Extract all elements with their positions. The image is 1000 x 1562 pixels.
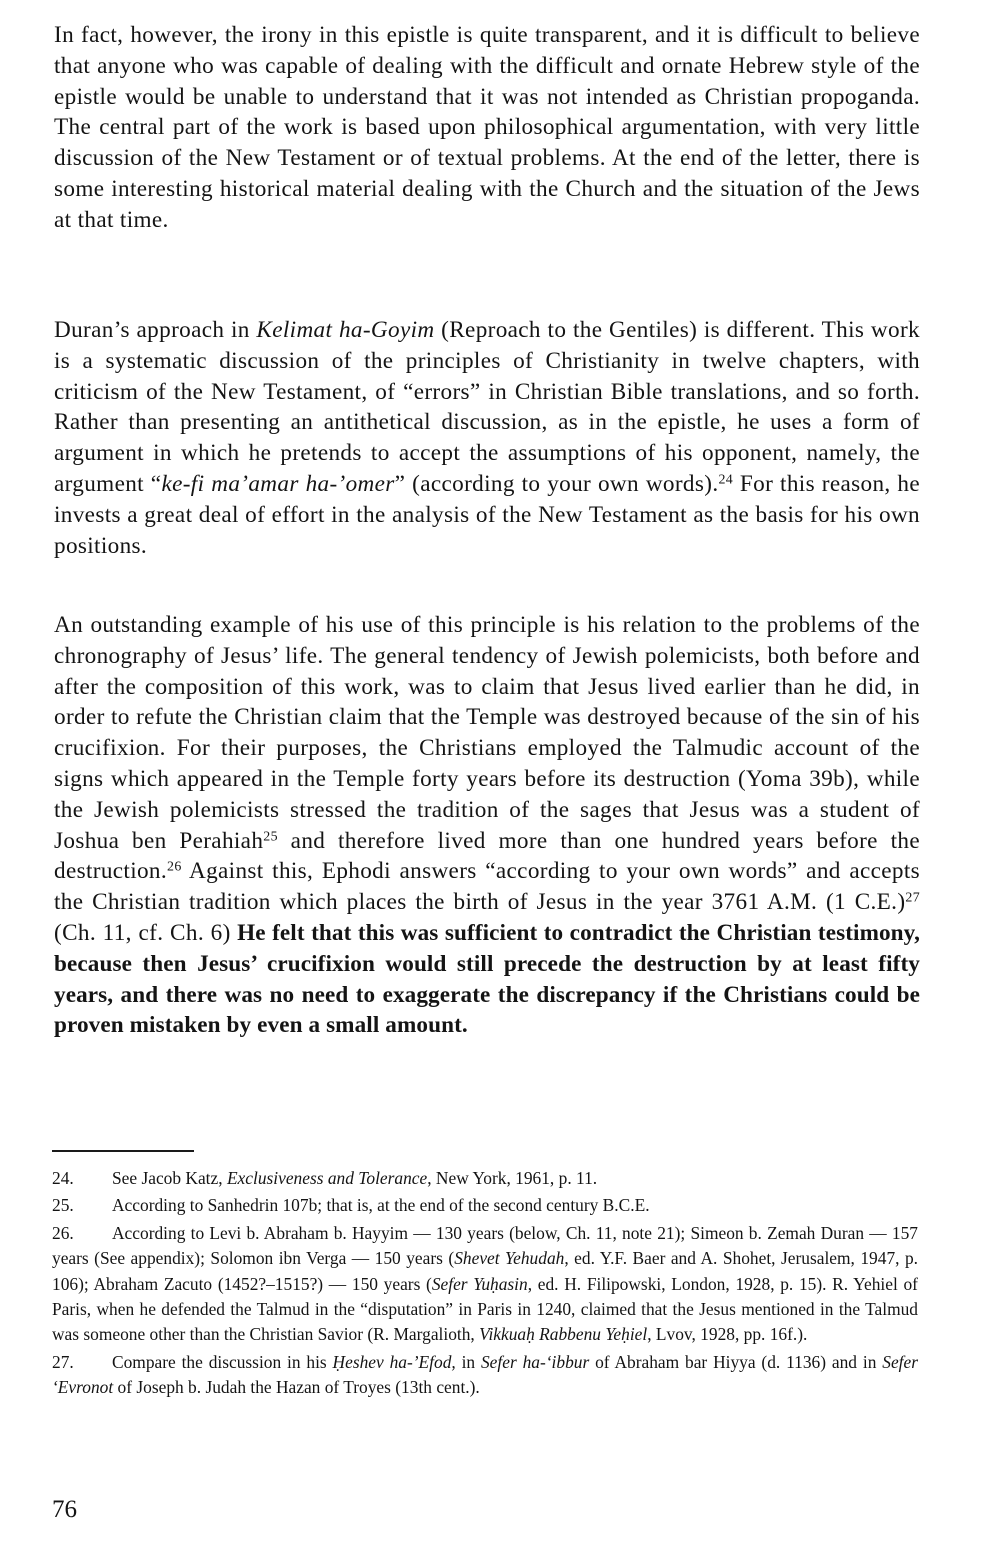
- book-title: Kelimat ha-Goyim: [256, 317, 435, 343]
- book-title: Sefer Yuḥasin: [431, 1273, 528, 1294]
- footnote-ref-25: 25: [263, 828, 278, 844]
- text-run: Compare the discussion in his: [112, 1351, 333, 1372]
- text-run: in: [455, 1351, 481, 1372]
- bold-text-run: He felt that this was sufficient to contradict the Christian testimony, because then Jesus’ crucifixion would still precede the destruction by at least fifty years, and there was no need to exaggerate the discrepancy if the Christians could be proven mistaken by even a small amount.: [54, 919, 920, 1039]
- book-title: Ḥeshev ha-’Efod,: [332, 1351, 456, 1372]
- text-run: Duran’s approach in: [54, 317, 257, 343]
- footnote-ref-26: 26: [167, 859, 182, 875]
- footnote-number: 26.: [52, 1222, 74, 1243]
- text-run: and therefore lived more than one hundred years before the destruction.: [54, 827, 920, 885]
- text-run: of Joseph b. Judah the Hazan of Troyes (13th cent.).: [113, 1377, 480, 1398]
- footnote-26: [52, 1221, 918, 1348]
- text-run: , New York, 1961, p. 11.: [427, 1168, 598, 1188]
- text-run: , Lvov, 1928, pp. 16f.).: [647, 1324, 808, 1345]
- paragraph-epistle-irony: [54, 20, 920, 236]
- footnote-ref-24: 24: [718, 472, 734, 488]
- footnote-27: [52, 1350, 918, 1401]
- text-run: of Abraham bar Hiyya (d. 1136) and in: [589, 1351, 883, 1372]
- text-run: See Jacob Katz,: [112, 1168, 227, 1188]
- text-run: For this reason, he invests a great deal of effort in the analysis of the New Testament as the basis for his own positions.: [54, 470, 920, 559]
- hebrew-phrase: ke-fi ma’amar ha-’omer: [161, 470, 395, 497]
- text-run: ” (according to your own words).: [394, 470, 719, 497]
- text-run: , ed. Y.F. Baer and A. Shohet, Jerusalem, 1947, p. 106); Abraham Zacuto (1452?–1515?) — 150 years (: [52, 1248, 919, 1294]
- text-run: Against this, Ephodi answers “according to your own words” and accepts the Christian tradition which places the birth of Jesus in the year 3761 A.M. (1 C.E.): [54, 858, 920, 916]
- footnote-number: 27.: [52, 1351, 74, 1372]
- book-title: Shevet Yehudah: [454, 1248, 565, 1269]
- book-title: Exclusiveness and Tolerance: [226, 1168, 428, 1188]
- paragraph-chronography: [54, 610, 920, 1041]
- footnote-25: [52, 1193, 918, 1218]
- footnotes-list: [52, 1166, 918, 1403]
- page-number: 76: [52, 1496, 77, 1523]
- book-title: Sefer ‘Evronot: [52, 1351, 918, 1398]
- footnote-24: [52, 1166, 918, 1191]
- text-run: (Ch. 11, cf. Ch. 6): [54, 919, 231, 946]
- footnote-separator: [52, 1150, 194, 1152]
- text-run: According to Levi b. Abraham b. Hayyim — 130 years (below, Ch. 11, note 21); Simeon b. Zemah Duran — 157 years (See appendix); Solomon ibn Verga — 150 years (: [52, 1222, 918, 1269]
- paragraph-text: In fact, however, the irony in this epistle is quite transparent, and it is difficult to believe that anyone who was capable of dealing with the difficult and ornate Hebrew style of the epistle would be unable to understand that it was not intended as Christian propoganda. The central part of the work is based upon philosophical argumentation, with very little discussion of the New Testament or of textual problems. At the end of the letter, there is some interesting historical material dealing with the Church and the situation of the Jews at that time.: [54, 22, 920, 233]
- book-title: Sefer ha-‘ibbur: [480, 1351, 590, 1372]
- book-title: Vikkuaḥ Rabbenu Yeḥiel: [479, 1324, 648, 1345]
- paragraph-kelimat-ha-goyim: [54, 315, 920, 561]
- footnote-number: 24.: [52, 1168, 74, 1188]
- text-run: According to Sanhedrin 107b; that is, at the end of the second century B.C.E.: [112, 1195, 650, 1216]
- footnote-ref-27: 27: [905, 890, 920, 906]
- text-run: , ed. H. Filipowski, London, 1928, p. 15). R. Yehiel of Paris, when he defended the Talmud in the “disputation” in Paris in 1240, claimed that the Jesus mentioned in the Talmud was someone other than the Christian Savior (R. Margalioth,: [52, 1273, 918, 1345]
- text-run: An outstanding example of his use of this principle is his relation to the problems of the chronography of Jesus’ life. The general tendency of Jewish polemicists, both before and after the composition of this work, was to claim that Jesus lived earlier than he did, in order to refute the Christian claim that the Temple was destroyed because of the sin of his crucifixion. For their purposes, the Christians employed the Talmudic account of the signs which appeared in the Temple forty years before its destruction (Yoma 39b), while the Jewish polemicists stressed the tradition of the sages that Jesus was a student of Joshua ben Perahiah: [54, 612, 920, 854]
- text-run: (Reproach to the Gentiles) is different. This work is a systematic discussion of the principles of Christianity in twelve chapters, with criticism of the New Testament, of “errors” in Christian Bible translations, and so forth. Rather than presenting an antithetical discussion, as in the epistle, he uses a form of argument in which he pretends to accept the assumptions of his opponent, namely, the argument “: [54, 317, 920, 497]
- footnote-number: 25.: [52, 1195, 74, 1216]
